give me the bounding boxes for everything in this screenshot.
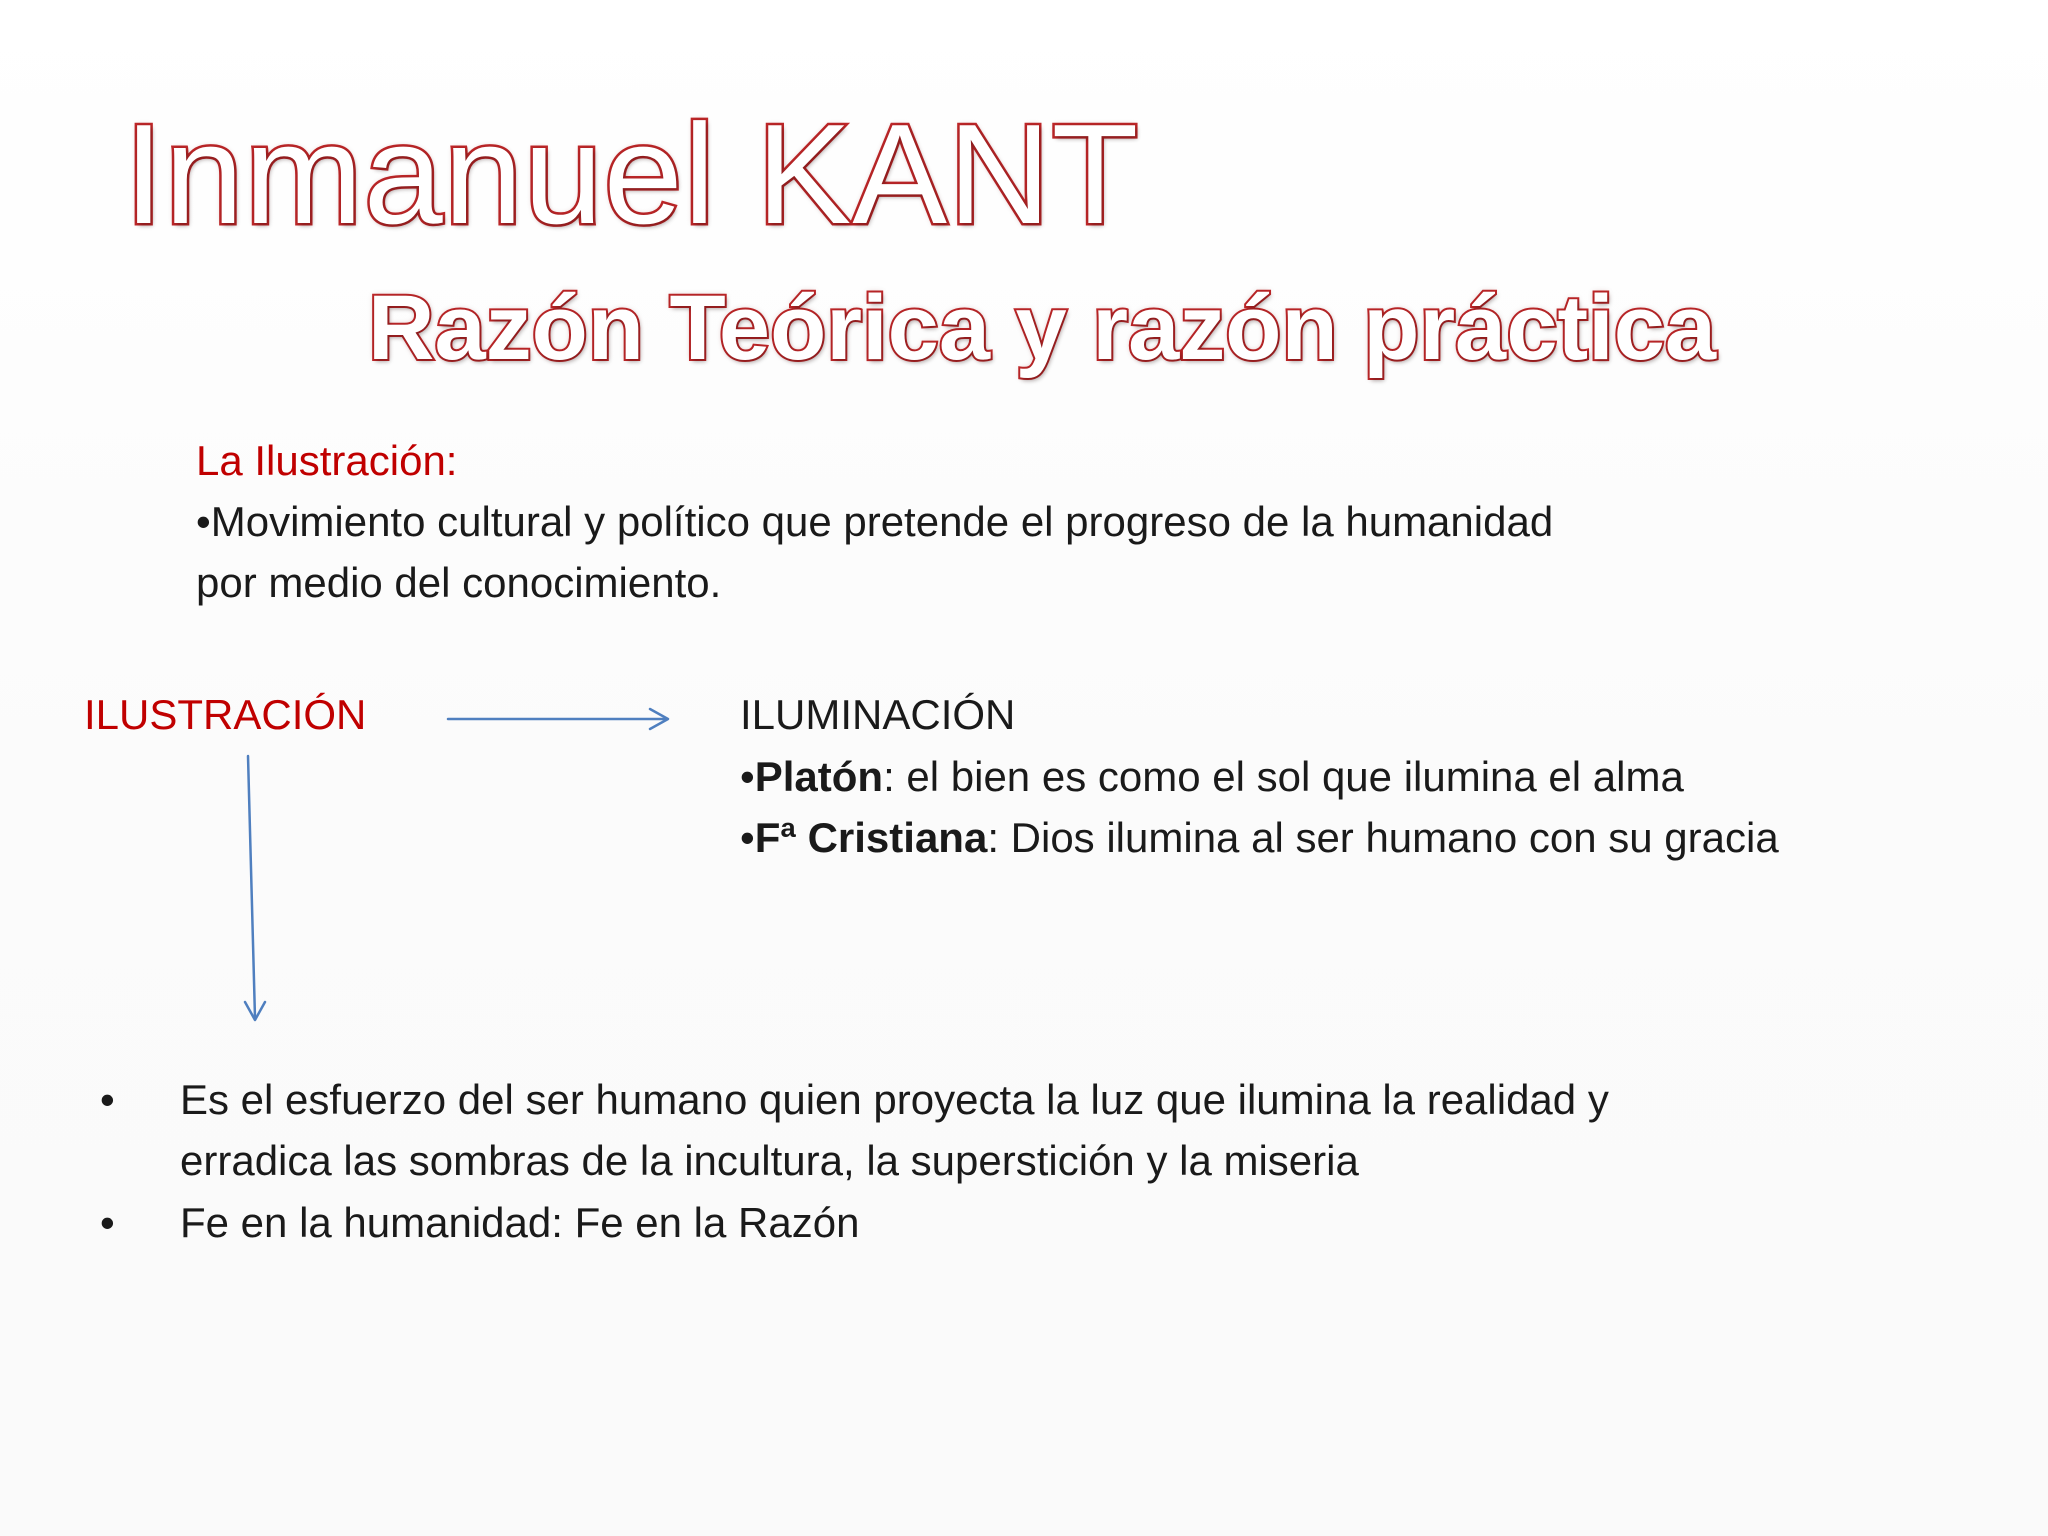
bullet-marker: • [100, 1076, 115, 1123]
platon-term: Platón [754, 753, 884, 800]
bullet-1-line-2: erradica las sombras de la incultura, la superstición y la miseria [180, 1137, 1359, 1184]
bullet-marker: • [740, 814, 755, 861]
platon-text: : el bien es como el sol que ilumina el alma [883, 753, 1684, 800]
ilustracion-label: ILUSTRACIÓN [84, 691, 367, 738]
cristiana-text: : Dios ilumina al ser humano con su gracia [987, 814, 1779, 861]
bullet-2-line-1: Fe en la humanidad: Fe en la Razón [180, 1199, 860, 1246]
slide-subtitle: Razón Teórica y razón práctica [368, 277, 1717, 379]
bullet-marker: • [100, 1199, 115, 1246]
intro-definition-line-1 [196, 497, 1553, 547]
cristiana-term: Fª Cristiana [754, 814, 988, 861]
iluminacion-heading: ILUMINACIÓN [740, 691, 1016, 738]
cristiana-item [740, 813, 1779, 863]
bullet-marker: • [740, 753, 755, 800]
intro-heading: La Ilustración: [196, 437, 458, 484]
platon-item [740, 752, 1684, 802]
bullet-marker: • [196, 498, 211, 545]
slide-title: Inmanuel KANT [124, 95, 1140, 254]
intro-definition-line-2: por medio del conocimiento. [196, 559, 722, 606]
bullet-1-line-1: Es el esfuerzo del ser humano quien proyecta la luz que ilumina la realidad y [180, 1076, 1609, 1123]
intro-definition-text: Movimiento cultural y político que pretende el progreso de la humanidad [210, 498, 1554, 545]
